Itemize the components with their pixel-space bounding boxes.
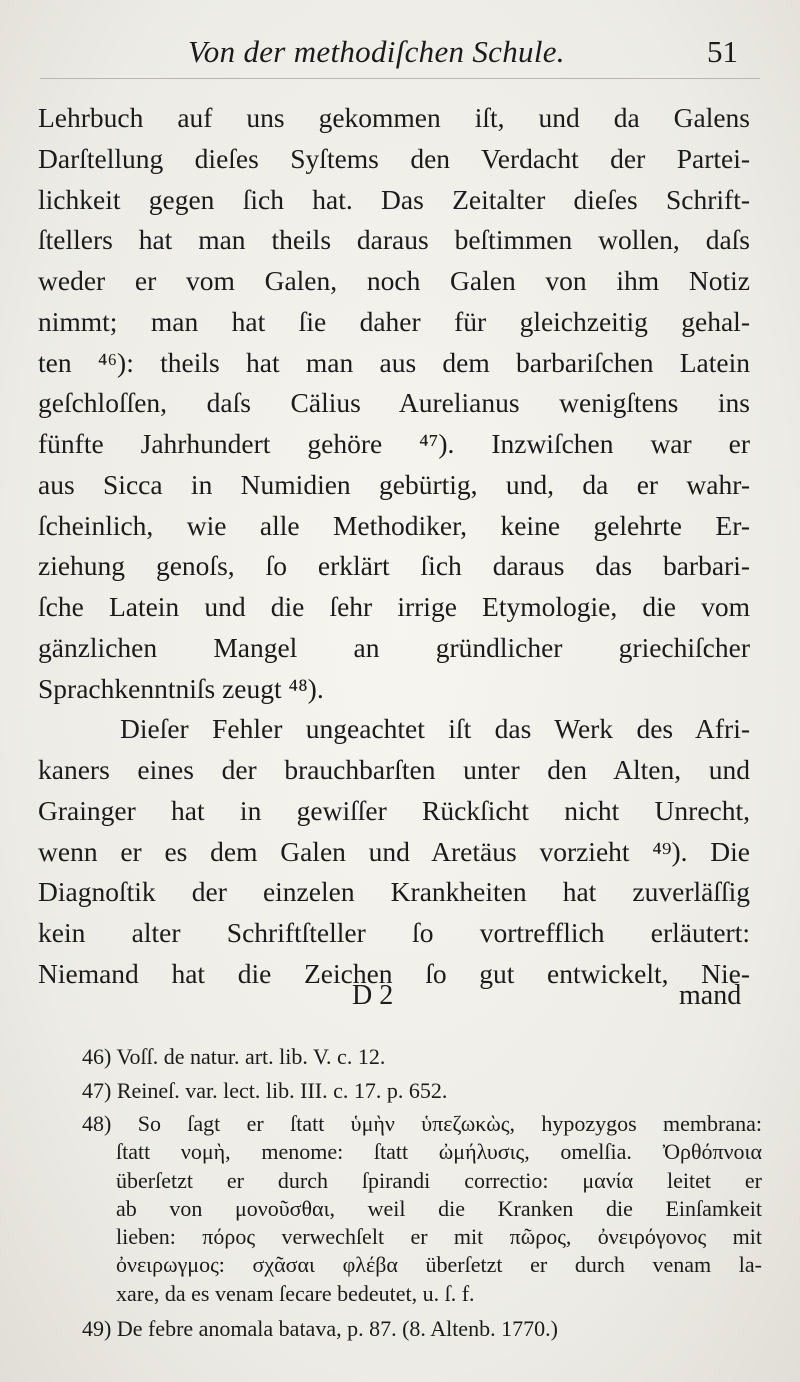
body-line: Niemand hat die Zeichen ſo gut entwickelt, Nie- [38, 957, 750, 989]
footnote-text: lieben: πόρος verwechſelt er mit πῶρος, ὀνειρόγονος mit [116, 1224, 762, 1250]
signature-line [0, 980, 800, 1020]
body-line: kaners eines der brauchbarſten unter den Alten, und [38, 754, 750, 785]
body-line: kein alter Schriftſteller ſo vortrefflich erläutert: [38, 917, 750, 948]
body-line: ziehung genoſs, ſo erklärt ſich daraus das barbari- [38, 550, 750, 582]
signature-mark: D 2 [352, 980, 394, 1011]
body-line: ſcheinlich, wie alle Methodiker, keine gelehrte Er- [38, 509, 750, 541]
footnotes [82, 1040, 762, 1346]
body-text [38, 98, 750, 995]
body-line: ten ⁴⁶): theils hat man aus dem barbariſchen Latein [38, 346, 750, 378]
footnote-text: Voſſ. de natur. art. lib. V. c. 12. [116, 1044, 386, 1069]
footnote-47 [82, 1074, 762, 1108]
body-line: wenn er es dem Galen und Aretäus vorzieht ⁴⁹). Die [38, 835, 750, 867]
body-line: Diagnoſtik der einzelen Krankheiten hat zuverläſſig [38, 876, 750, 908]
footnote-text: ſtatt νομὴ, menome: ſtatt ὠμήλυσις, omelſia. Ὀρθόπνοια [116, 1139, 762, 1165]
body-line: Lehrbuch auf uns gekommen iſt, und da Galens [38, 102, 750, 133]
footnote-48 [82, 1110, 762, 1308]
footnote-text: ab von μονοῦσθαι, weil die Kranken die Einſamkeit [116, 1195, 762, 1221]
footnote-text: xare, da es venam ſecare bedeutet, u. ſ. f. [116, 1280, 475, 1306]
footnote-49 [82, 1312, 762, 1346]
body-line: Sprachkenntniſs zeugt ⁴⁸). [38, 672, 324, 704]
body-line: aus Sicca in Numidien gebürtig, und, da er wahr- [38, 468, 750, 500]
body-line: weder er vom Galen, noch Galen von ihm Notiz [38, 265, 750, 296]
page-number: 51 [707, 34, 738, 69]
catchword: mand [679, 980, 742, 1011]
running-head: Von der methodiſchen Schule. [188, 34, 565, 69]
footnote-text: überſetzt er durch ſpirandi correctio: μανία leitet er [116, 1167, 762, 1193]
footnote-number: 48) [82, 1111, 112, 1136]
body-line: Dieſer Fehler ungeachtet iſt das Werk des Afri- [120, 713, 750, 745]
body-line: ſche Latein und die ſehr irrige Etymologie, die vom [38, 591, 750, 622]
body-line: Darſtellung dieſes Syſtems den Verdacht der Partei- [38, 142, 750, 174]
body-line: Grainger hat in gewiſſer Rückſicht nicht Unrecht, [38, 794, 750, 826]
footnote-number: 46) [82, 1044, 112, 1069]
page-header [0, 34, 800, 78]
body-line: geſchloſſen, daſs Cälius Aurelianus wenigſtens ins [38, 387, 750, 419]
footnote-text: De febre anomala batava, p. 87. (8. Altenb. 1770.) [116, 1316, 558, 1342]
body-line: lichkeit gegen ſich hat. Das Zeitalter dieſes Schrift- [38, 183, 750, 215]
footnote-number: 47) [82, 1078, 112, 1103]
footnote-46 [82, 1040, 762, 1074]
header-rule [40, 78, 760, 79]
body-line: nimmt; man hat ſie daher für gleichzeitig gehal- [38, 305, 750, 337]
body-line: ſtellers hat man theils daraus beſtimmen wollen, daſs [38, 224, 750, 256]
body-line: fünfte Jahrhundert gehöre ⁴⁷). Inzwiſchen war er [38, 428, 750, 459]
footnote-text: ὀνειρωγμος: σχᾶσαι φλέβα überſetzt er durch venam la- [116, 1252, 762, 1278]
footnote-text: So ſagt er ſtatt ὑμὴν ὑπεζωκὼς, hypozygos membrana: [137, 1111, 763, 1136]
body-line: gänzlichen Mangel an gründlicher griechiſcher [38, 631, 750, 663]
footnote-text: Reineſ. var. lect. lib. III. c. 17. p. 652. [116, 1078, 448, 1103]
footnote-number: 49) [82, 1316, 112, 1342]
